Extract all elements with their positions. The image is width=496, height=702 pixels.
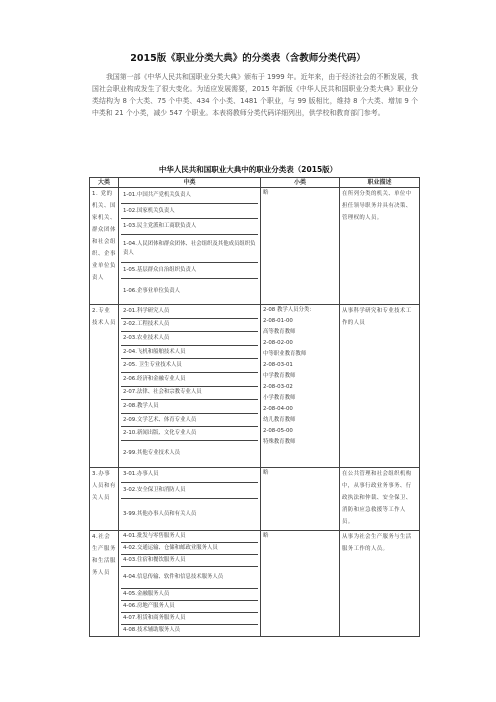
classification-table — [89, 177, 420, 637]
minor-item: 中学教育教师 — [263, 373, 296, 379]
table-row — [90, 305, 420, 468]
document-title: 2015版《职业分类大典》的分类表（含教师分类代码） — [130, 53, 366, 64]
middle-category-cell — [119, 305, 261, 468]
middle-category: 3-99.其他办事人员和有关人员 — [123, 510, 197, 517]
middle-category: 4-02.交通运输、仓储和邮政业服务人员 — [121, 543, 258, 555]
occupation-description: 在所列分类的机关、单位中担任领导职务并具有决策、管理权的人员。 — [340, 188, 420, 305]
table-header-row — [90, 178, 420, 188]
occupation-description: 从事科学研究和专业技术工作的人员 — [340, 305, 420, 468]
table-row — [90, 530, 420, 636]
middle-category: 2-99.其他专业技术人员 — [123, 450, 181, 457]
minor-item: 小学教育教师 — [263, 395, 296, 401]
middle-category-cell — [119, 188, 261, 305]
minor-category: 略 — [261, 467, 340, 530]
minor-item: 2-08 教学人员分类： — [263, 307, 315, 313]
middle-category-cell — [119, 467, 261, 530]
table-row — [90, 467, 420, 530]
minor-item: 2-08-05-00 — [263, 428, 293, 434]
middle-category: 1-04.人民团体和群众团体、社会组织及其他成员组织负责人 — [121, 235, 258, 263]
minor-item: 2-08-03-01 — [263, 362, 293, 368]
header-middle: 中类 — [119, 178, 261, 188]
minor-category: 略 — [261, 530, 340, 636]
middle-category: 4-06.房地产服务人员 — [121, 601, 258, 613]
middle-category: 2-01.科学研究人员 — [121, 305, 258, 319]
minor-item: 幼儿教育教师 — [263, 417, 296, 423]
middle-category: 2-02.工程技术人员 — [121, 319, 258, 333]
middle-category: 1-01.中国共产党机关负责人 — [121, 188, 258, 204]
occupation-description: 从事为社会生产服务与生活服务工作的人员。 — [340, 530, 420, 636]
minor-item: 2-08-02-00 — [263, 340, 293, 346]
middle-category: 1-03.民主党派和工商联负责人 — [121, 219, 258, 235]
minor-item: 2-08-01-00 — [263, 318, 293, 324]
middle-category: 4-03.住宿和餐饮服务人员 — [121, 555, 258, 567]
middle-category: 2-04.飞机和船舶技术人员 — [121, 346, 258, 360]
middle-category: 2-08.教学人员 — [121, 400, 258, 414]
major-category: 1. 党的机关、国家机关、群众团体和社会组织、企事业单位负责人 — [90, 188, 119, 305]
minor-item: 2-08-04-00 — [263, 406, 293, 412]
minor-item: 2-08-03-02 — [263, 384, 293, 390]
major-category: 3.办事人员和有关人员 — [90, 467, 119, 530]
table-title: 中华人民共和国职业大典中的职业分类表（2015版） — [158, 165, 338, 174]
middle-category: 3-02.安全保卫和消防人员 — [121, 483, 258, 499]
middle-category: 4-01.批发与零售服务人员 — [121, 531, 258, 543]
minor-item: 特殊教育教师 — [263, 439, 296, 445]
middle-category: 4-07.租赁和商务服务人员 — [121, 613, 258, 625]
middle-category: 3-01.办事人员 — [121, 468, 258, 483]
occupation-description: 在公共管理和社会组织机构中，从事行政业务事务、行政执法和仲裁、安全保卫、消防和应急救援等工作人员。 — [340, 467, 420, 530]
intro-text: 我国第一部《中华人民共和国职业分类大典》颁布于 1999 年。近年来，由于经济社会的不断发展，我国社会职业构成发生了很大变化。为适应发展需要，2015 年新版《中华人民共和国职业分类大典》职业分类结构为 8 个大类、75 个中类、434 个小类、1481 个职业，与 99 版相比，维持 8 个大类、增加 9 个中类和 21 个小类，减少 547 个职业。本表将教师分类代码详细列出，供学校和教育部门参考。 — [92, 73, 418, 117]
middle-category: 1-05.基层群众自治组织负责人 — [121, 263, 258, 279]
middle-category: 2-03.农业技术人员 — [121, 332, 258, 346]
minor-category: 略 — [261, 188, 340, 305]
major-category: 4.社会生产服务和生活服务人员 — [90, 530, 119, 636]
middle-category: 2-05. 卫生专业技术人员 — [121, 359, 258, 373]
middle-category: 4-05.金融服务人员 — [121, 589, 258, 601]
header-description: 职业描述 — [340, 178, 420, 188]
middle-category: 4-04.信息传输、软件和信息技术服务人员 — [121, 567, 258, 589]
minor-category-list — [261, 305, 340, 468]
middle-category: 1-06.企事业单位负责人 — [123, 288, 181, 294]
header-minor: 小类 — [261, 178, 340, 188]
middle-category-cell — [119, 530, 261, 636]
minor-item: 高等教育教师 — [263, 329, 296, 335]
minor-item: 中等职业教育教师 — [263, 351, 307, 357]
middle-category: 2-09.文学艺术、体育专业人员 — [121, 414, 258, 428]
middle-category: 2-10.新闻出版、文化专业人员 — [121, 427, 258, 441]
middle-category: 1-02.国家机关负责人 — [121, 204, 258, 219]
major-category: 2.专业技术人员 — [90, 305, 119, 468]
intro-paragraph — [92, 71, 418, 119]
middle-category: 2-07.法律、社会和宗教专业人员 — [121, 387, 258, 401]
header-major: 大类 — [90, 178, 119, 188]
table-row — [90, 188, 420, 305]
middle-category: 2-06.经济和金融专业人员 — [121, 373, 258, 387]
middle-category: 4-08.技术辅助服务人员 — [123, 626, 181, 633]
